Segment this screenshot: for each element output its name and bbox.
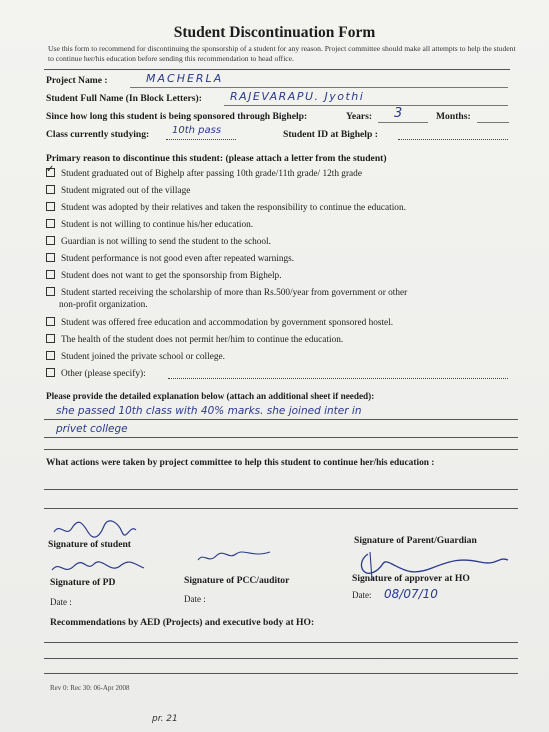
actions-rule-1 xyxy=(44,489,518,490)
reason-checkbox[interactable] xyxy=(46,334,55,343)
explanation-rule-3 xyxy=(44,449,518,450)
reason-checkbox[interactable] xyxy=(46,219,55,228)
explanation-rule-2 xyxy=(44,437,518,438)
reason-checkbox[interactable] xyxy=(46,168,55,177)
reason-label: Student is not willing to continue his/her education. xyxy=(61,220,254,230)
reason-hostel[interactable] xyxy=(46,317,393,328)
recommendations-rule-2 xyxy=(44,658,518,659)
reason-label: Student does not want to get the sponsorship from Bighelp. xyxy=(61,271,282,281)
student-signature-scribble xyxy=(52,518,138,540)
reason-adopted[interactable] xyxy=(46,202,406,213)
reason-label: The health of the student does not permit her/him to continue the education. xyxy=(61,335,344,345)
reason-graduated[interactable] xyxy=(46,168,362,179)
class-label: Class currently studying: xyxy=(46,129,150,140)
reason-scholarship-continuation: non-profit organization. xyxy=(59,300,148,310)
reason-not-willing[interactable] xyxy=(46,219,253,230)
recommendations-rule-1 xyxy=(44,642,518,643)
reason-label: Student graduated out of Bighelp after passing 10th grade/11th grade/ 12th grade xyxy=(61,169,362,179)
pcc-date-label: Date : xyxy=(184,594,206,604)
page-note: pr. 21 xyxy=(152,714,178,724)
reason-performance[interactable] xyxy=(46,253,294,264)
project-name-label: Project Name : xyxy=(46,75,108,86)
pcc-signature-label: Signature of PCC/auditor xyxy=(184,575,290,586)
other-specify-line[interactable] xyxy=(168,378,508,379)
explanation-rule-1 xyxy=(44,419,518,420)
years-value[interactable]: 3 xyxy=(394,106,403,121)
reason-label: Student was offered free education and accommodation by government sponsored hostel. xyxy=(61,318,394,328)
reason-checkbox[interactable] xyxy=(46,253,55,262)
reasons-heading: Primary reason to discontinue this student: (please attach a letter from the student) xyxy=(46,153,387,164)
reason-other[interactable] xyxy=(46,368,146,379)
project-name-line xyxy=(130,87,508,88)
months-label: Months: xyxy=(436,111,471,122)
reason-checkbox[interactable] xyxy=(46,236,55,245)
revision-footer: Rev 0: Rec 30: 06-Apr 2008 xyxy=(50,684,130,692)
student-name-label: Student Full Name (In Block Letters): xyxy=(46,93,202,104)
reason-checkbox[interactable] xyxy=(46,202,55,211)
reason-label: Student started receiving the scholarship of more than Rs.500/year from government or other xyxy=(61,288,408,298)
reason-label: Guardian is not willing to send the student to the school. xyxy=(61,237,271,247)
reason-private-school[interactable] xyxy=(46,351,225,362)
student-name-value[interactable]: RAJEVARAPU. Jyothi xyxy=(230,90,365,103)
pd-signature-label: Signature of PD xyxy=(50,577,116,588)
class-value[interactable]: 10th pass xyxy=(172,125,222,136)
pcc-signature-scribble xyxy=(196,546,272,566)
pd-date-label: Date : xyxy=(50,597,72,607)
student-id-line[interactable] xyxy=(398,139,508,140)
reason-migrated[interactable] xyxy=(46,185,190,196)
class-line xyxy=(166,139,236,140)
approver-date-value[interactable]: 08/07/10 xyxy=(384,587,438,601)
reason-health[interactable] xyxy=(46,334,343,345)
reason-checkbox[interactable] xyxy=(46,185,55,194)
years-line xyxy=(378,122,428,123)
parent-signature-label: Signature of Parent/Guardian xyxy=(354,535,477,546)
months-line xyxy=(477,122,509,123)
reason-checkbox[interactable] xyxy=(46,287,55,296)
pd-signature-scribble xyxy=(50,558,146,578)
explanation-label: Please provide the detailed explanation below (attach an additional sheet if needed): xyxy=(46,391,375,401)
years-label: Years: xyxy=(346,111,373,122)
form-intro: Use this form to recommend for discontinuing the sponsorship of a student for any reason. Project committee should make all attempts to help the student to continue her/his education before sending this recommendation to head office. xyxy=(48,44,516,63)
reason-scholarship[interactable] xyxy=(46,287,407,298)
approver-date-label: Date: xyxy=(352,590,372,600)
reason-checkbox[interactable] xyxy=(46,368,55,377)
header-divider xyxy=(44,69,510,70)
reason-checkbox[interactable] xyxy=(46,351,55,360)
reason-label: Student migrated out of the village xyxy=(61,186,191,196)
reason-label: Student joined the private school or college. xyxy=(61,352,225,362)
explanation-line-2[interactable]: privet college xyxy=(56,423,128,435)
explanation-line-1[interactable]: she passed 10th class with 40% marks. she joined inter in xyxy=(56,405,362,417)
recommendations-label: Recommendations by AED (Projects) and executive body at HO: xyxy=(50,617,315,628)
student-name-line xyxy=(224,105,508,106)
reason-label: Student was adopted by their relatives and taken the responsibility to continue the education. xyxy=(61,203,406,213)
reason-checkbox[interactable] xyxy=(46,317,55,326)
recommendations-rule-3 xyxy=(44,673,518,674)
form-title: Student Discontinuation Form xyxy=(173,24,376,41)
project-name-value[interactable]: MACHERLA xyxy=(146,72,224,85)
approver-signature-label: Signature of approver at HO xyxy=(352,573,470,584)
reason-label: Other (please specify): xyxy=(61,369,146,379)
reason-checkbox[interactable] xyxy=(46,270,55,279)
student-signature-label: Signature of student xyxy=(48,539,131,550)
sponsorship-duration-label: Since how long this student is being sponsored through Bighelp: xyxy=(46,111,308,122)
actions-label: What actions were taken by project committee to help this student to continue her/his education : xyxy=(46,458,435,468)
reason-no-sponsorship[interactable] xyxy=(46,270,282,281)
actions-rule-2 xyxy=(44,508,518,509)
reason-guardian[interactable] xyxy=(46,236,271,247)
student-id-label: Student ID at Bighelp : xyxy=(283,129,378,140)
reason-label: Student performance is not good even after repeated warnings. xyxy=(61,254,295,264)
